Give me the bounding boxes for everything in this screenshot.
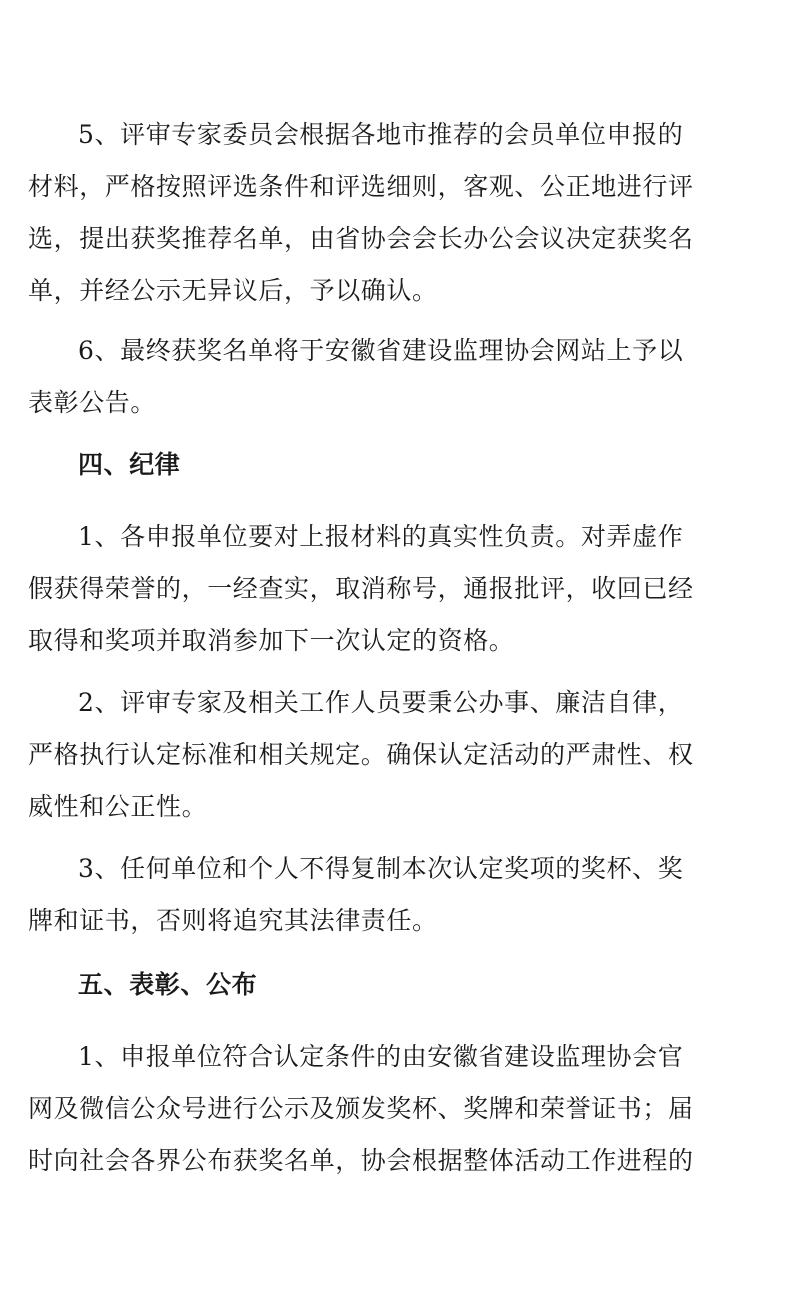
- section-heading-commendation: 五、表彰、公布: [78, 970, 258, 999]
- paragraph-line: 取得和奖项并取消参加下一次认定的资格。: [28, 626, 515, 655]
- paragraph-line: 材料，严格按照评选条件和评选细则，客观、公正地进行评: [28, 172, 694, 201]
- paragraph-line: 选，提出获奖推荐名单，由省协会会长办公会议决定获奖名: [28, 224, 694, 253]
- paragraph-line: 单，并经公示无异议后，予以确认。: [28, 276, 438, 305]
- paragraph-line: 牌和证书，否则将追究其法律责任。: [28, 906, 438, 935]
- section-heading-discipline: 四、纪律: [78, 450, 181, 479]
- paragraph-line: 6、最终获奖名单将于安徽省建设监理协会网站上予以: [78, 336, 684, 365]
- paragraph-line: 严格执行认定标准和相关规定。确保认定活动的严肃性、权: [28, 740, 694, 769]
- paragraph-line: 表彰公告。: [28, 388, 157, 417]
- paragraph-line: 1、申报单位符合认定条件的由安徽省建设监理协会官: [78, 1042, 684, 1071]
- paragraph-line: 2、评审专家及相关工作人员要秉公办事、廉洁自律，: [78, 688, 684, 717]
- paragraph-line: 时向社会各界公布获奖名单，协会根据整体活动工作进程的: [28, 1146, 694, 1175]
- paragraph-line: 网及微信公众号进行公示及颁发奖杯、奖牌和荣誉证书；届: [28, 1094, 694, 1123]
- paragraph-line: 5、评审专家委员会根据各地市推荐的会员单位申报的: [78, 120, 684, 149]
- paragraph-line: 1、各申报单位要对上报材料的真实性负责。对弄虚作: [78, 522, 684, 551]
- paragraph-line: 威性和公正性。: [28, 792, 208, 821]
- paragraph-line: 假获得荣誉的，一经查实，取消称号，通报批评，收回已经: [28, 574, 694, 603]
- paragraph-line: 3、任何单位和个人不得复制本次认定奖项的奖杯、奖: [78, 854, 684, 883]
